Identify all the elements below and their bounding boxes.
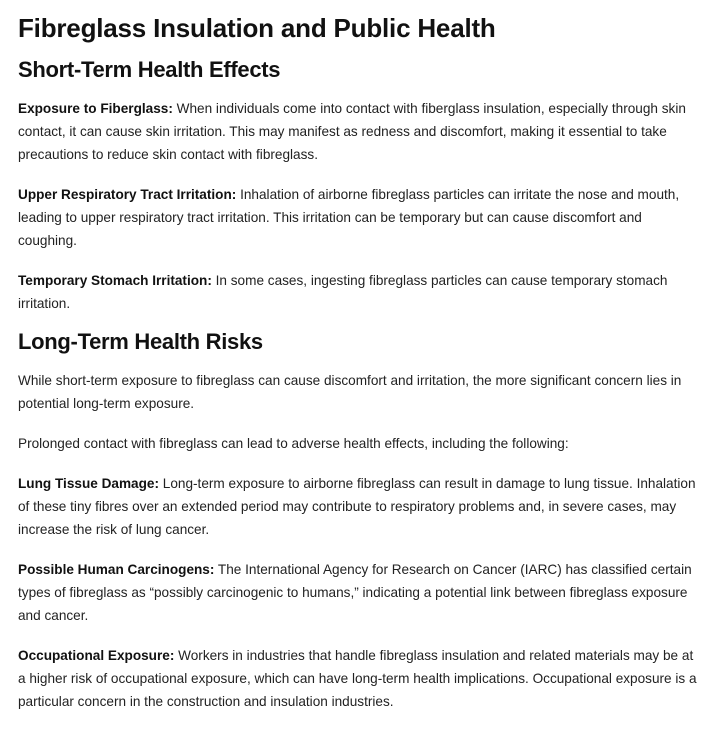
short-term-section <box>18 56 697 315</box>
long-term-section <box>18 328 697 713</box>
paragraph-label: Temporary Stomach Irritation: <box>18 273 212 288</box>
paragraph-label: Exposure to Fiberglass: <box>18 101 173 116</box>
occupational-exposure-paragraph <box>18 644 697 713</box>
exposure-to-fiberglass-paragraph <box>18 97 697 166</box>
long-term-lead-in-paragraph: Prolonged contact with fibreglass can lead to adverse health effects, including the following: <box>18 436 569 451</box>
short-term-heading: Short-Term Health Effects <box>18 57 281 82</box>
upper-respiratory-paragraph <box>18 183 697 252</box>
paragraph-text: In some cases, ingesting fibreglass particles can cause temporary stomach irritation. <box>18 273 668 311</box>
paragraph-text: Long-term exposure to airborne fibreglass can result in damage to lung tissue. Inhalation of these tiny fibres over an extended period may contribute to respiratory problems and, in severe cases, may increase the risk of lung cancer. <box>18 476 696 537</box>
long-term-heading: Long-Term Health Risks <box>18 329 263 354</box>
long-term-intro-paragraph: While short-term exposure to fibreglass can cause discomfort and irritation, the more significant concern lies in potential long-term exposure. <box>18 373 682 411</box>
paragraph-text: The International Agency for Research on Cancer (IARC) has classified certain types of fibreglass as “possibly carcinogenic to humans,” indicating a potential link between fibreglass exposure and cancer. <box>18 562 692 623</box>
paragraph-label: Possible Human Carcinogens: <box>18 562 215 577</box>
paragraph-label: Upper Respiratory Tract Irritation: <box>18 187 237 202</box>
paragraph-label: Lung Tissue Damage: <box>18 476 160 491</box>
paragraph-text: Workers in industries that handle fibreglass insulation and related materials may be at a higher risk of occupational exposure, which can have long-term health implications. Occupational exposure is a particular concern in the construction and insulation industries. <box>18 648 697 709</box>
lung-tissue-damage-paragraph <box>18 472 697 541</box>
page-title: Fibreglass Insulation and Public Health <box>18 13 496 43</box>
possible-carcinogens-paragraph <box>18 558 697 627</box>
paragraph-text: Inhalation of airborne fibreglass particles can irritate the nose and mouth, leading to upper respiratory tract irritation. This irritation can be temporary but can cause discomfort and coughing. <box>18 187 680 248</box>
stomach-irritation-paragraph <box>18 269 697 315</box>
paragraph-label: Occupational Exposure: <box>18 648 175 663</box>
paragraph-text: When individuals come into contact with fiberglass insulation, especially through skin contact, it can cause skin irritation. This may manifest as redness and discomfort, making it essential to take precautions to reduce skin contact with fibreglass. <box>18 101 686 162</box>
